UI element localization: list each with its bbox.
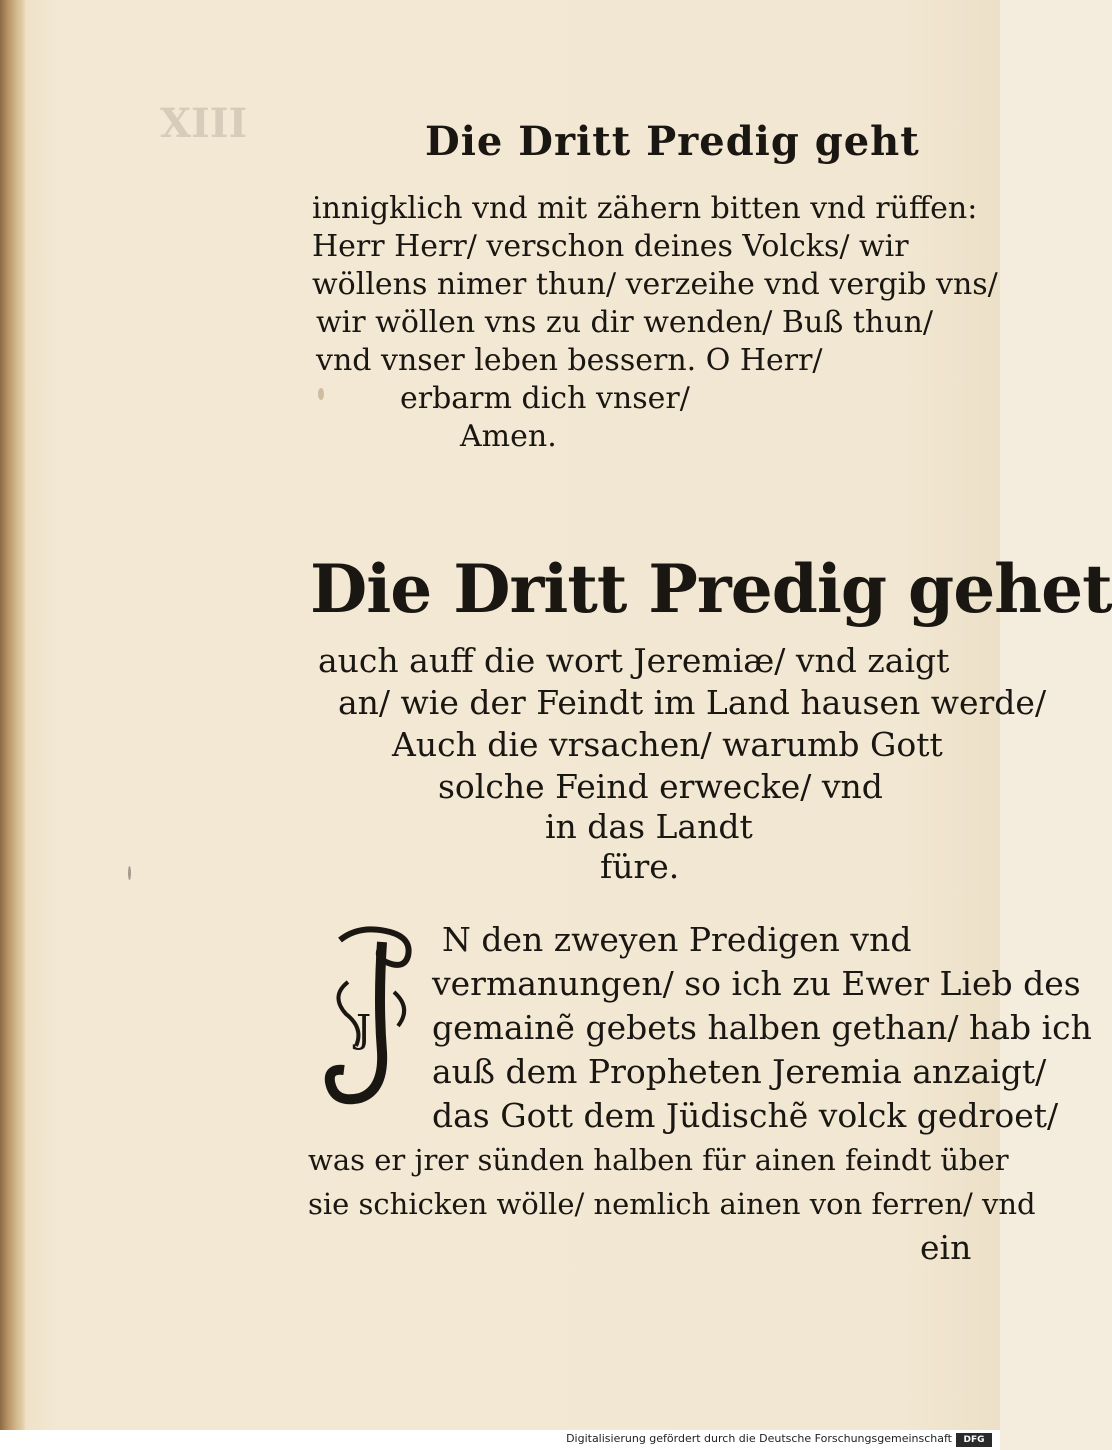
prayer-line-4: wir wöllen vns zu dir wenden/ Buß thun/ [316,305,933,340]
initial-letter: J [356,1007,372,1051]
subheading-line-3: Auch die vrsachen/ warumb Gott [392,725,943,764]
body-line-5: das Gott dem Jüdischẽ volck gedroet/ [432,1096,1059,1135]
catchword: ein [920,1228,972,1267]
prayer-line-5: vnd vnser leben bessern. O Herr/ [316,343,823,378]
prayer-line-3: wöllens nimer thun/ verzeihe vnd vergib vns/ [312,267,998,302]
decorated-initial [320,922,420,1108]
paper-stain [318,388,324,400]
subheading-line-2: an/ wie der Feindt im Land hausen werde/ [338,683,1047,722]
prayer-line-2: Herr Herr/ verschon deines Volcks/ wir [312,229,909,264]
body-line-2: vermanungen/ so ich zu Ewer Lieb des [432,964,1081,1003]
body-line-4: auß dem Propheten Jeremia anzaigt/ [432,1052,1047,1091]
subheading-line-5: in das Landt [545,807,753,846]
body-line-3: gemainẽ gebets halben gethan/ hab ich [432,1008,1092,1047]
body-line-1: N den zweyen Predigen vnd [442,920,912,959]
body-line-6: was er jrer sünden halben für ainen feindt über [308,1143,1009,1177]
subheading-line-4: solche Feind erwecke/ vnd [438,767,883,806]
subheading-line-1: auch auff die wort Jeremiæ/ vnd zaigt [318,641,950,680]
prayer-line-1: innigklich vnd mit zähern bitten vnd rüffen: [312,191,978,226]
running-head: Die Dritt Predig geht [425,118,920,165]
subheading-line-6: füre. [600,847,680,886]
footer-credit: Digitalisierung gefördert durch die Deutsche Forschungsgemeinschaft [566,1432,952,1445]
prayer-line-7: Amen. [460,419,557,454]
paper-mark [128,866,131,880]
body-line-7: sie schicken wölle/ nemlich ainen von ferren/ vnd [308,1187,1036,1221]
page-number: XIII [160,100,248,147]
section-heading: Die Dritt Predig gehet [310,550,1112,628]
prayer-line-6: erbarm dich vnser/ [400,381,690,416]
book-spine [0,0,26,1430]
dfg-logo: DFG [956,1433,992,1447]
